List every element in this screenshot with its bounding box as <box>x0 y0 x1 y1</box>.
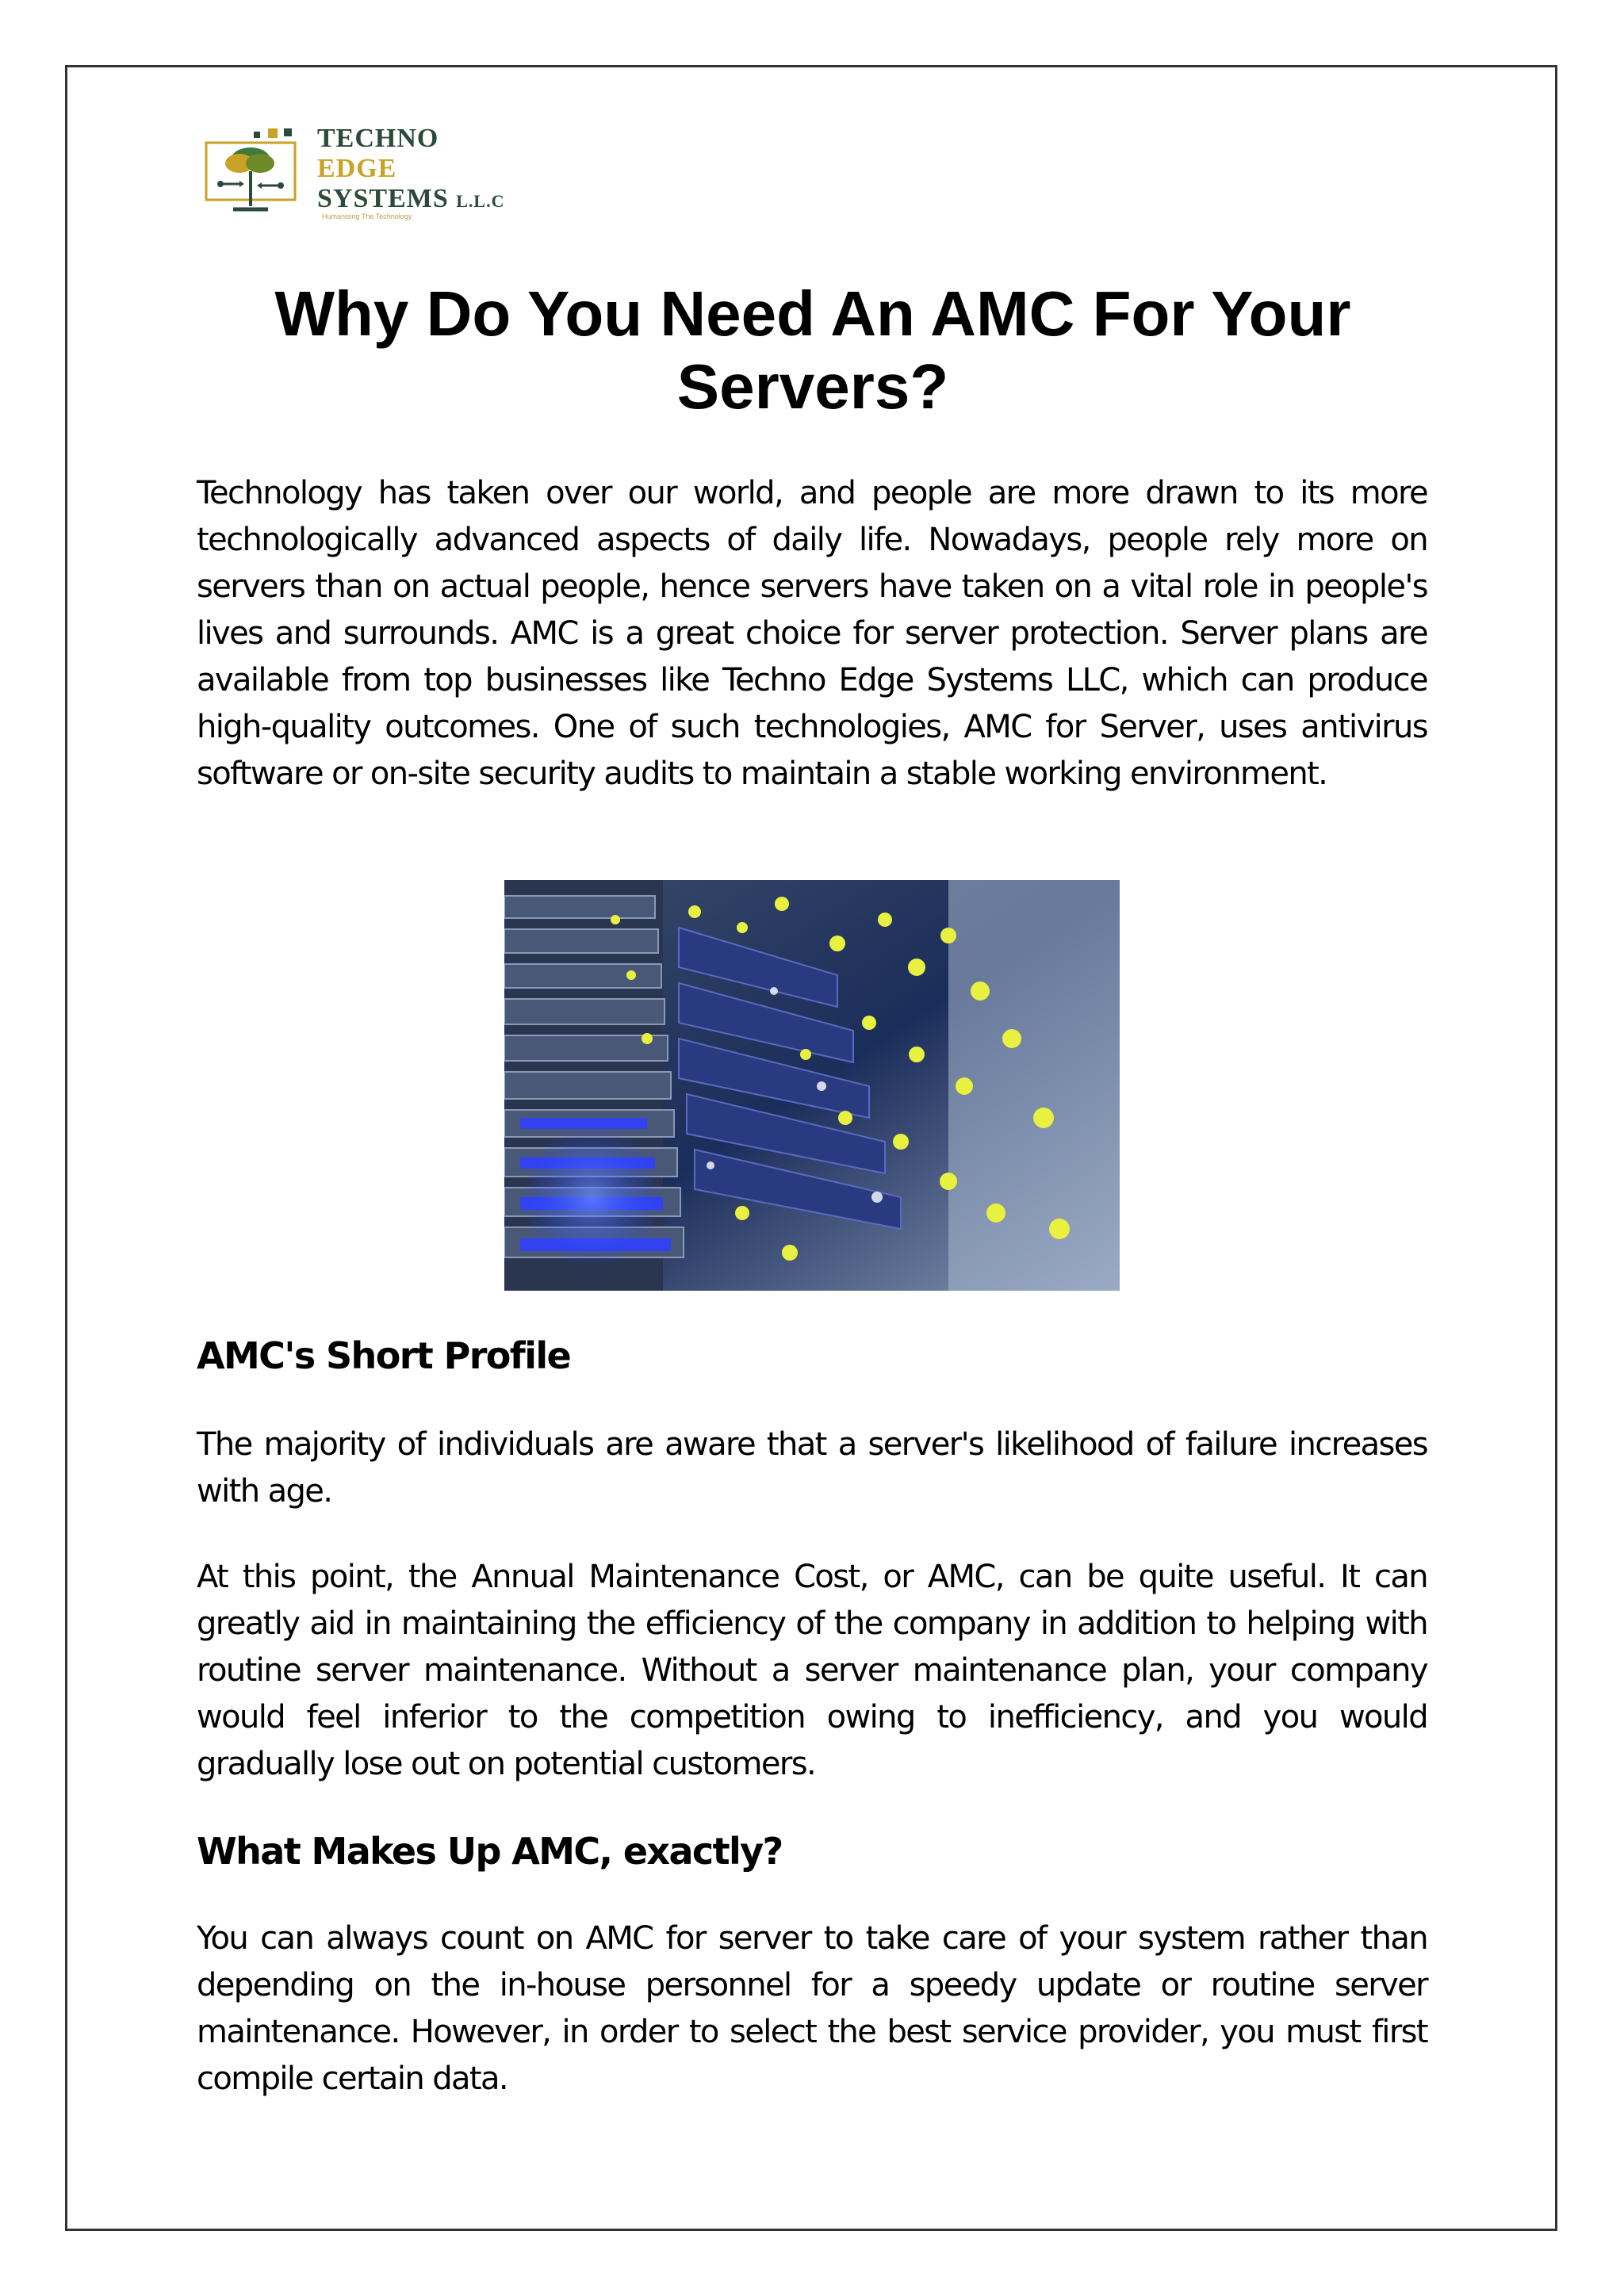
company-logo <box>205 124 522 219</box>
section-heading-amc-makeup: What Makes Up AMC, exactly? <box>197 1830 783 1873</box>
logo-line-systems <box>317 184 504 216</box>
logo-llc-suffix: L.L.C <box>456 191 505 211</box>
intro-paragraph: Technology has taken over our world, and people are more drawn to its more technologically advanced aspects of daily life. Nowadays, people rely more on servers than on actual people, hence servers have taken on a vital role in people's lives and surrounds. AMC is a great choice for server protection. Server plans are available from top businesses like Techno Edge Systems LLC, which can produce high-quality outcomes. One of such technologies, AMC for Server, uses antivirus software or on-site security audits to maintain a stable working environment. <box>197 475 1427 792</box>
section-paragraph-amc-makeup-1: You can always count on AMC for server to take care of your system rather than depending on the in-house personnel for a speedy update or routine server maintenance. However, in order to select the best service provider, you must first compile certain data. <box>197 1920 1427 2097</box>
cloud-network-logo-icon <box>205 127 309 219</box>
logo-line-edge: EDGE <box>317 154 397 183</box>
section-paragraph-amc-profile-1: The majority of individuals are aware that a server's likelihood of failure increases with age. <box>197 1426 1427 1510</box>
section-heading-amc-profile: AMC's Short Profile <box>197 1334 571 1377</box>
logo-systems-text: SYSTEMS <box>317 184 449 213</box>
page-title: Why Do You Need An AMC For Your Servers? <box>274 278 1351 422</box>
logo-wordmark <box>317 124 504 216</box>
server-rack-illustration <box>504 880 1120 1291</box>
server-rack-image <box>504 880 1120 1291</box>
section-paragraph-amc-profile-2: At this point, the Annual Maintenance Cost, or AMC, can be quite useful. It can greatly aid in maintaining the efficiency of the company in addition to helping with routine server maintenance. Without a server maintenance plan, your company would feel inferior to the competition owing to inefficiency, and you would gradually lose out on potential customers. <box>197 1559 1427 1782</box>
logo-tagline: Humanising The Technology <box>322 212 412 220</box>
logo-line-techno: TECHNO <box>317 124 439 153</box>
